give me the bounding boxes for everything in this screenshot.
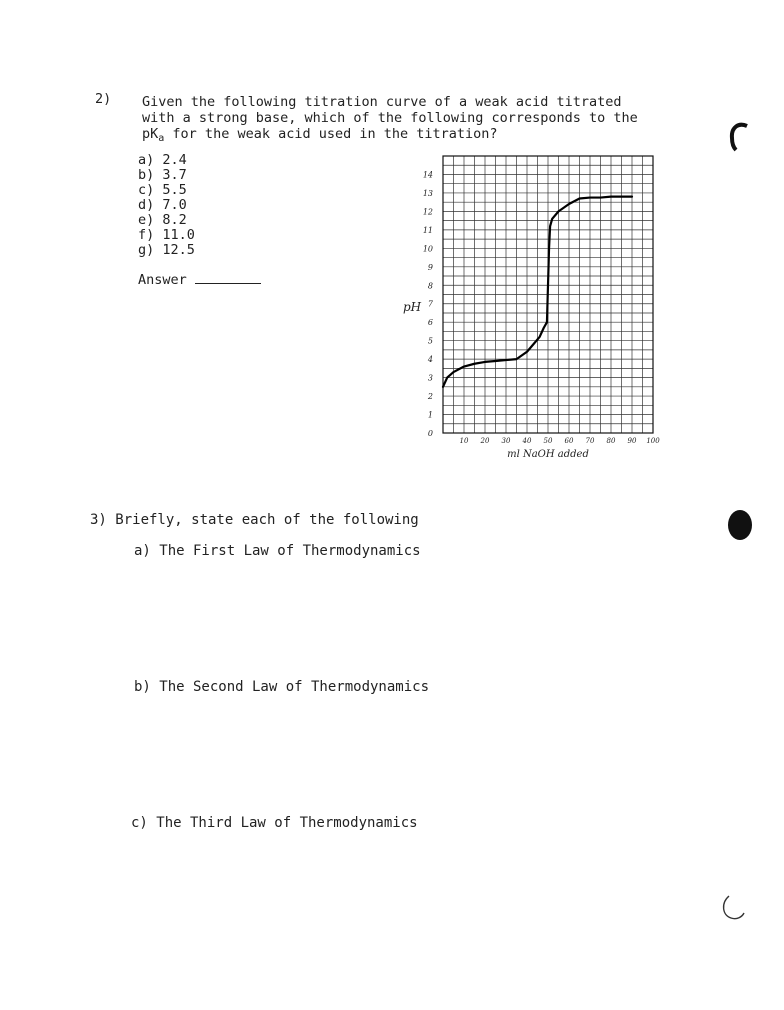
option-g: g) 12.5 xyxy=(138,242,195,258)
y-tick-label: 2 xyxy=(427,392,433,402)
binder-hole-mark-middle xyxy=(727,508,753,542)
y-axis-label: pH xyxy=(403,300,422,315)
y-tick-label: 0 xyxy=(427,429,433,438)
pka-symbol: pK xyxy=(142,126,159,142)
x-tick-label: 90 xyxy=(627,437,637,445)
x-axis-label: ml NaOH added xyxy=(507,449,589,460)
binder-hole-mark-bottom xyxy=(719,893,747,923)
y-tick-label: 6 xyxy=(427,318,433,328)
answer-row xyxy=(138,272,261,288)
y-tick-label: 7 xyxy=(427,299,433,309)
titration-chart xyxy=(395,150,665,462)
answer-blank[interactable] xyxy=(195,273,261,284)
x-tick-label: 80 xyxy=(606,437,616,445)
x-tick-label: 20 xyxy=(480,437,490,445)
option-a: a) 2.4 xyxy=(138,152,187,168)
y-tick-label: 4 xyxy=(427,355,433,365)
option-b: b) 3.7 xyxy=(138,167,187,183)
question-2-line-3 xyxy=(142,126,498,147)
y-tick-label: 3 xyxy=(427,373,433,383)
y-tick-label: 13 xyxy=(422,188,433,198)
option-c: c) 5.5 xyxy=(138,182,187,198)
question-2-number: 2) xyxy=(95,91,112,107)
x-tick-label: 10 xyxy=(459,437,469,445)
question-2-line-3-rest: for the weak acid used in the titration? xyxy=(164,126,498,142)
x-tick-label: 30 xyxy=(501,437,511,445)
part-a-first-law: a) The First Law of Thermodynamics xyxy=(134,543,421,559)
x-tick-label: 40 xyxy=(522,437,532,445)
question-2-line-1: Given the following titration curve of a weak acid titrated xyxy=(142,94,622,110)
y-tick-label: 1 xyxy=(427,410,433,420)
part-c-third-law: c) The Third Law of Thermodynamics xyxy=(131,815,418,831)
x-tick-label: 70 xyxy=(585,437,595,445)
option-e: e) 8.2 xyxy=(138,212,187,228)
x-tick-label: 100 xyxy=(646,437,660,445)
pka-subscript: a xyxy=(158,133,165,144)
x-tick-label: 50 xyxy=(543,437,553,445)
question-3-heading: 3) Briefly, state each of the following xyxy=(90,512,419,528)
y-tick-label: 10 xyxy=(422,244,433,254)
y-tick-label: 11 xyxy=(422,225,433,235)
x-tick-label: 60 xyxy=(564,437,574,445)
question-2-line-2: with a strong base, which of the following corresponds to the xyxy=(142,110,638,126)
part-b-second-law: b) The Second Law of Thermodynamics xyxy=(134,679,430,695)
option-f: f) 11.0 xyxy=(138,227,195,243)
y-tick-label: 5 xyxy=(427,336,433,346)
binder-hole-mark-top xyxy=(728,120,750,154)
y-tick-label: 14 xyxy=(422,170,433,180)
y-tick-label: 8 xyxy=(427,281,433,291)
y-tick-label: 12 xyxy=(422,207,433,217)
answer-label: Answer xyxy=(138,272,187,288)
y-tick-label: 9 xyxy=(427,262,433,272)
option-d: d) 7.0 xyxy=(138,197,187,213)
